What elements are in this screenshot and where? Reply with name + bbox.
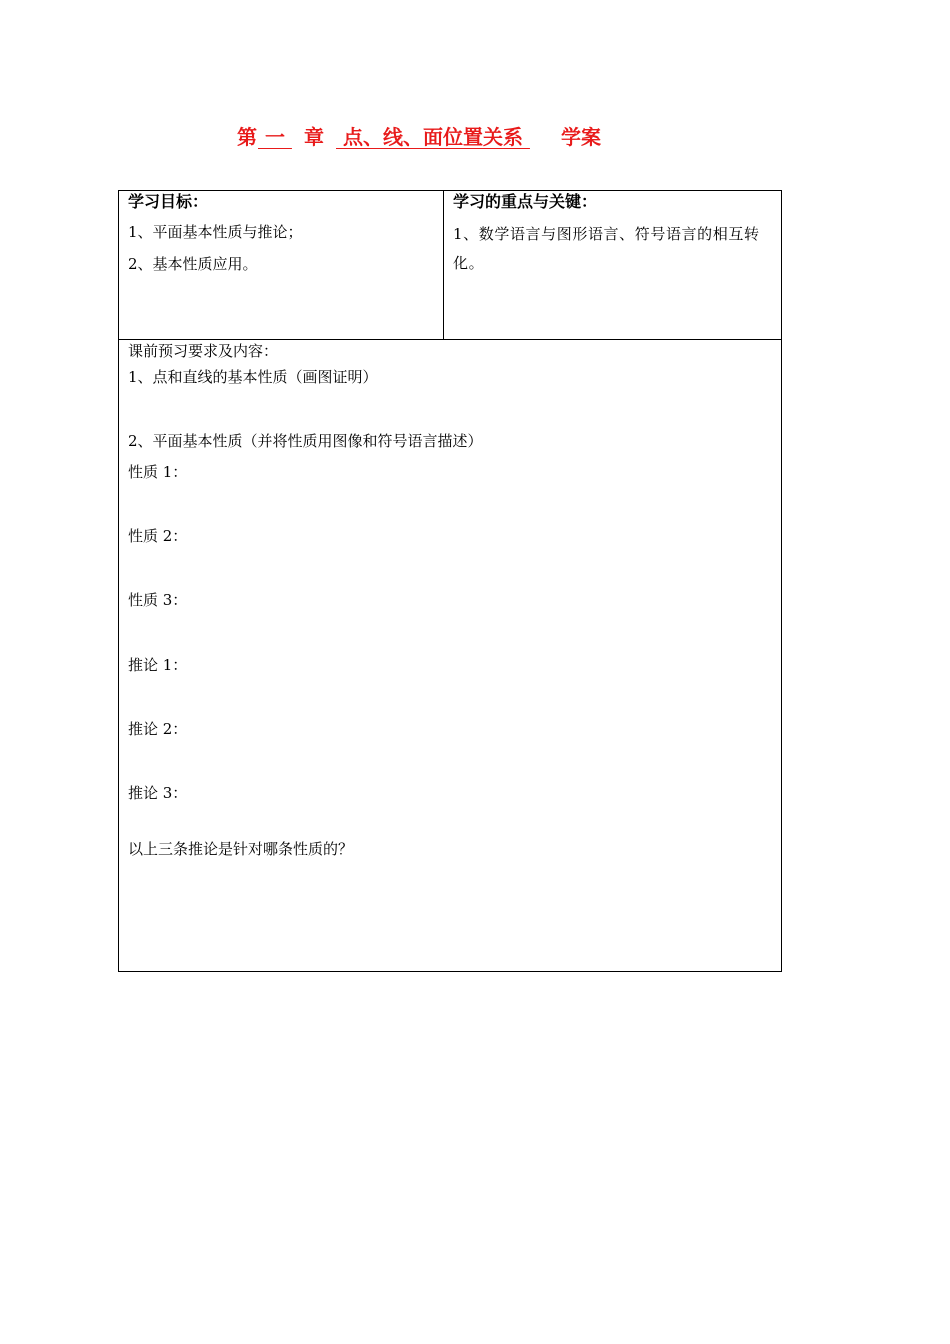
corollary-3: 推论 3：	[128, 784, 188, 802]
title-part-chapter: 第	[237, 125, 257, 149]
title-part-number: 一	[258, 125, 292, 149]
objective-item-1: 1、平面基本性质与推论；	[128, 223, 303, 241]
worksheet-table	[118, 190, 782, 972]
corollary-2: 推论 2：	[128, 720, 188, 738]
objectives-cell	[119, 191, 444, 339]
title-part-xuean: 学案	[561, 125, 601, 149]
key-points-text: 1、数学语言与图形语言、符号语言的相互转化。	[453, 225, 760, 272]
corollary-1: 推论 1：	[128, 656, 188, 674]
page-title	[0, 122, 950, 154]
preview-heading: 课前预习要求及内容：	[128, 342, 279, 360]
preview-item-2: 2、平面基本性质（并将性质用图像和符号语言描述）	[128, 432, 483, 450]
key-points-heading: 学习的重点与关键：	[453, 192, 598, 211]
table-row-top	[119, 191, 781, 340]
title-part-zhang: 章	[304, 125, 324, 149]
title-part-topic: 点、线、面位置关系	[336, 125, 530, 149]
property-1: 性质 1：	[128, 463, 188, 481]
preview-question: 以上三条推论是针对哪条性质的？	[128, 840, 354, 858]
property-2: 性质 2：	[128, 527, 188, 545]
preview-cell	[119, 340, 781, 971]
objectives-heading: 学习目标：	[128, 192, 209, 211]
objective-item-2: 2、基本性质应用。	[128, 255, 258, 273]
key-points-cell	[444, 191, 781, 339]
property-3: 性质 3：	[128, 591, 188, 609]
preview-item-1: 1、点和直线的基本性质（画图证明）	[128, 368, 378, 386]
